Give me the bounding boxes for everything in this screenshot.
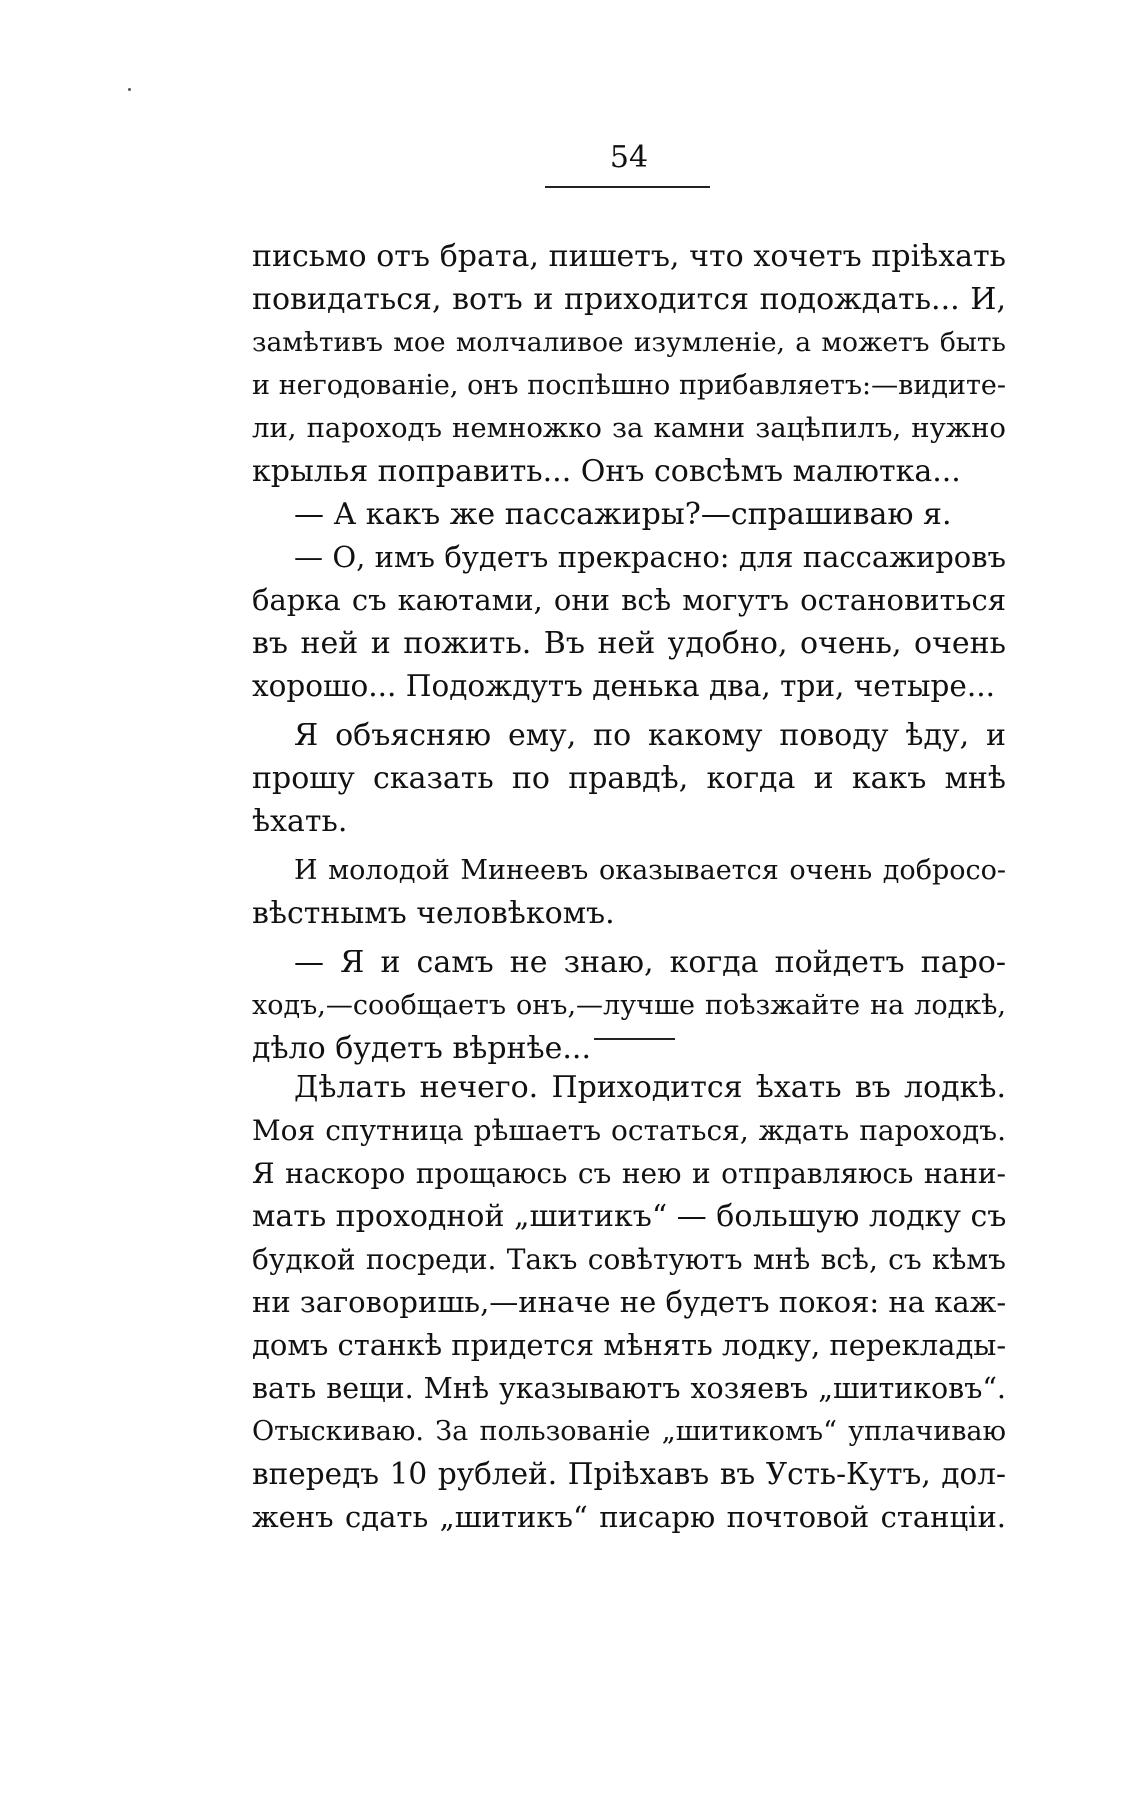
- text-line: письмо отъ брата, пишетъ, что хочетъ пріѣхать: [252, 239, 1006, 274]
- text-line: домъ станкѣ придется мѣнять лодку, переклады-: [252, 1328, 1006, 1362]
- text-line: въ ней и пожить. Въ ней удобно, очень, очень: [252, 626, 1006, 661]
- text-line: крылья поправить... Онъ совсѣмъ малютка...: [252, 454, 961, 489]
- text-line: замѣтивъ мое молчаливое изумленіе, а можетъ быть: [252, 327, 1006, 358]
- text-line: Я наскоро прощаюсь съ нею и отправляюсь нани-: [252, 1157, 1006, 1190]
- text-line: вѣстнымъ человѣкомъ.: [252, 896, 615, 931]
- text-line: — О, имъ будетъ прекрасно: для пассажировъ: [294, 540, 1006, 574]
- text-line: Отыскиваю. За пользованіе „шитикомъ“ уплачиваю: [252, 1416, 1006, 1447]
- text-line: ходъ,—сообщаетъ онъ,—лучше поѣзжайте на лодкѣ,: [252, 990, 1006, 1021]
- text-line: женъ сдать „шитикъ“ писарю почтовой станціи.: [252, 1500, 1006, 1534]
- text-line: будкой посреди. Такъ совѣтуютъ мнѣ всѣ, съ кѣмъ: [252, 1243, 1006, 1276]
- page-number: 54: [609, 140, 649, 175]
- text-line: вать вещи. Мнѣ указываютъ хозяевъ „шитиковъ“.: [252, 1372, 1006, 1405]
- text-line: прошу сказать по правдѣ, когда и какъ мнѣ: [252, 761, 1006, 796]
- text-line: и негодованіе, онъ поспѣшно прибавляетъ:—видите-: [252, 370, 1006, 401]
- text-line: Дѣлать нечего. Приходится ѣхать въ лодкѣ.: [294, 1070, 1006, 1105]
- text-line: ли, пароходъ немножко за камни зацѣпилъ, нужно: [252, 412, 1006, 444]
- text-line: Я объясняю ему, по какому поводу ѣду, и: [294, 718, 1006, 753]
- text-line: повидаться, вотъ и приходится подождать... И,: [252, 282, 1006, 317]
- header-rule: [545, 186, 710, 188]
- text-line: ѣхать.: [252, 804, 348, 839]
- text-line: впередъ 10 рублей. Пріѣхавъ въ Усть-Кутъ, дол-: [252, 1457, 1006, 1491]
- text-line: ни заговоришь,—иначе не будетъ покоя: на каж-: [252, 1285, 1006, 1319]
- section-divider: [594, 1038, 675, 1040]
- text-line: — Я и самъ не знаю, когда пойдетъ паро-: [294, 945, 1006, 980]
- text-line: мать проходной „шитикъ“ — большую лодку съ: [252, 1199, 1006, 1234]
- text-line: И молодой Минеевъ оказывается очень добросо-: [294, 855, 1006, 886]
- text-line: дѣло будетъ вѣрнѣе...: [252, 1031, 592, 1066]
- text-block-2: [252, 1066, 1006, 1539]
- text-line: барка съ каютами, они всѣ могутъ остановиться: [252, 583, 1006, 617]
- text-line: Моя спутница рѣшаетъ остаться, ждать пароходъ.: [252, 1114, 1006, 1147]
- text-line: хорошо... Подождутъ денька два, три, четыре...: [252, 669, 995, 703]
- print-speck: [128, 88, 131, 91]
- text-block-1: [252, 235, 1006, 1070]
- text-line: — А какъ же пассажиры?—спрашиваю я.: [294, 497, 952, 532]
